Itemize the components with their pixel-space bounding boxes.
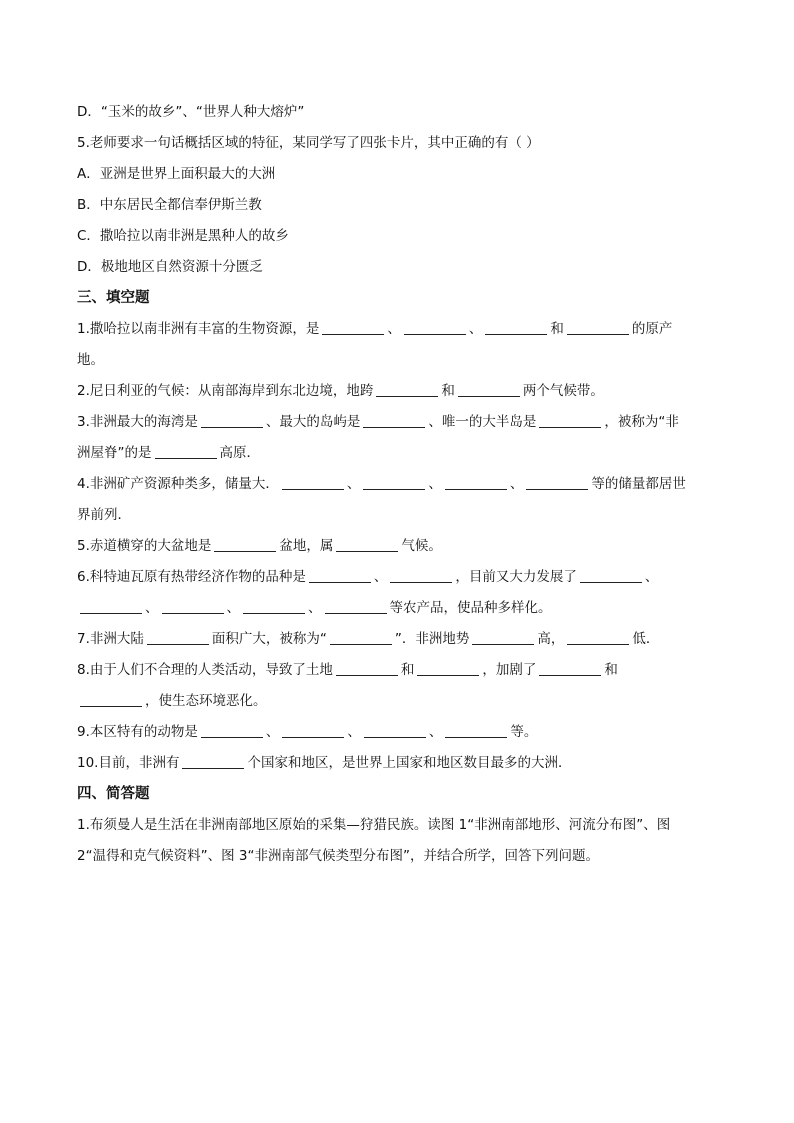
answer-blank[interactable] [567,631,629,645]
q5-stem: 5.老师要求一句话概括区域的特征，某同学写了四张卡片，其中正确的有（ ） [77,135,540,151]
fill-q6-text-e: 、 [145,600,159,616]
q4-option-d: D．“玉米的故乡”、“世界人种大熔炉” [77,104,305,120]
answer-blank[interactable] [201,724,263,738]
fill-q4-text-e: 等的储量都居世 [591,476,686,492]
fill-q9-text-d: 、 [428,724,443,740]
answer-blank[interactable] [336,662,398,676]
fill-q10-text-b: 个国家和地区，是世界上国家和地区数目最多的大洲． [247,755,572,771]
fill-q5-text-a: 5.赤道横穿的大盆地是 [77,538,212,554]
fill-q7-text-c: ”．非洲地势 [394,631,470,647]
fill-q2-text-a: 2.尼日利亚的气候：从南部海岸到东北边境，地跨 [77,383,374,399]
answer-blank[interactable] [182,755,244,769]
fill-q9-text-c: 、 [347,724,361,740]
fill-q6-line1 [77,562,717,593]
answer-blank[interactable] [325,600,387,614]
answer-blank[interactable] [80,693,142,707]
answer-blank[interactable] [539,414,601,428]
fill-q4-text-a: 4.非洲矿产资源种类多，储量大． [77,476,279,492]
answer-blank[interactable] [336,538,398,552]
answer-blank[interactable] [282,724,344,738]
fill-q3-text-a: 3.非洲最大的海湾是 [77,414,198,430]
answer-blank[interactable] [243,600,305,614]
fill-q7-text-e: 低． [632,631,660,647]
section3-heading: 三、填空题 [77,290,150,306]
fill-q10-text-a: 10.目前，非洲有 [77,755,180,771]
answer-blank[interactable] [80,600,142,614]
fill-q8-text-c: ，加剧了 [482,662,537,678]
fill-q9-text-b: 、 [265,724,280,740]
answer-blank[interactable] [376,383,438,397]
answer-blank[interactable] [539,662,601,676]
fill-q7-line1 [77,624,717,655]
fill-q8-text-d: 和 [604,662,618,678]
fill-q1-text-e: 的原产 [631,321,673,337]
fill-q4-line2 [77,500,717,531]
q5-option-b: B．中东居民全都信奉伊斯兰教 [77,197,262,213]
answer-blank[interactable] [322,321,384,335]
answer-blank[interactable] [445,476,507,490]
answer-blank[interactable] [404,321,466,335]
answer-blank[interactable] [330,631,392,645]
fill-q3-text-e: 洲屋脊”的是 [77,445,152,461]
fill-q4-text-b: 、 [346,476,361,492]
answer-blank[interactable] [458,383,520,397]
answer-blank[interactable] [309,569,371,583]
fill-q1-text-d: 和 [550,321,564,337]
answer-blank[interactable] [155,445,217,459]
fill-q5-line1 [77,531,717,562]
page-content [77,97,717,872]
fill-q4-line1 [77,469,717,500]
fill-q1-text-c: 、 [468,321,483,337]
fill-q9-text-e: 等。 [510,724,538,740]
fill-q10-line1 [77,748,717,779]
fill-q3-text-b: 、最大的岛屿是 [265,414,361,430]
fill-q2-line1 [77,376,717,407]
fill-q1-text-f: 地。 [77,352,104,368]
fill-q6-text-a: 6.科特迪瓦原有热带经济作物的品种是 [77,569,306,585]
short-answer-q1-line2: 2“温得和克气候资料”、图 3“非洲南部气候类型分布图”，并结合所学，回答下列问题。 [77,848,599,864]
fill-q3-text-c: 、唯一的大半岛是 [428,414,537,430]
answer-blank[interactable] [390,569,452,583]
answer-blank[interactable] [363,476,425,490]
q5-option-c: C．撒哈拉以南非洲是黑种人的故乡 [77,228,289,244]
fill-q4-text-d: 、 [509,476,524,492]
q5-option-a: A．亚洲是世界上面积最大的大洲 [77,166,276,182]
fill-q6-text-b: 、 [373,569,388,585]
answer-blank[interactable] [567,321,629,335]
fill-q3-line1 [77,407,717,438]
answer-blank[interactable] [417,662,479,676]
answer-blank[interactable] [282,476,344,490]
fill-q1-line1 [77,314,717,345]
fill-q8-line2 [77,686,717,717]
fill-q2-text-b: 和 [441,383,455,399]
fill-q5-text-c: 气候。 [401,538,442,554]
fill-q7-text-b: 面积广大，被称为“ [211,631,327,647]
answer-blank[interactable] [445,724,507,738]
answer-blank[interactable] [363,414,425,428]
fill-q8-text-b: 和 [400,662,415,678]
fill-q6-line2 [77,593,717,624]
answer-blank[interactable] [147,631,209,645]
fill-q8-text-a: 8.由于人们不合理的人类活动，导致了土地 [77,662,333,678]
q5-option-d: D．极地地区自然资源十分匮乏 [77,259,263,275]
answer-blank[interactable] [162,600,224,614]
answer-blank[interactable] [526,476,588,490]
fill-q1-text-b: 、 [387,321,401,337]
fill-q7-text-d: 高， [537,631,565,647]
fill-q1-text-a: 1.撒哈拉以南非洲有丰富的生物资源，是 [77,321,320,337]
answer-blank[interactable] [485,321,547,335]
fill-q6-text-g: 、 [308,600,322,616]
fill-q4-text-c: 、 [428,476,442,492]
answer-blank[interactable] [472,631,534,645]
answer-blank[interactable] [580,569,642,583]
fill-q9-line1 [77,717,717,748]
answer-blank[interactable] [214,538,276,552]
fill-q3-line2 [77,438,717,469]
fill-q1-line2 [77,345,717,376]
fill-q2-text-c: 两个气候带。 [522,383,604,399]
fill-q7-text-a: 7.非洲大陆 [77,631,144,647]
fill-q6-text-f: 、 [226,600,240,616]
fill-q8-text-e: ，使生态环境恶化。 [145,693,267,709]
fill-q9-text-a: 9.本区特有的动物是 [77,724,198,740]
fill-q6-text-h: 等农产品，使品种多样化。 [389,600,552,616]
answer-blank[interactable] [364,724,426,738]
short-answer-q1-line1: 1.布须曼人是生活在非洲南部地区原始的采集—狩猎民族。读图 1“非洲南部地形、河流分布图”、图 [77,817,671,833]
fill-q6-text-c: ，目前又大力发展了 [455,569,577,585]
fill-q3-text-f: 高原． [219,445,260,461]
fill-q8-line1 [77,655,717,686]
fill-q3-text-d: ，被称为“非 [604,414,679,430]
answer-blank[interactable] [201,414,263,428]
section4-heading: 四、简答题 [77,786,150,802]
fill-q6-text-d: 、 [644,569,659,585]
fill-q4-text-f: 界前列． [77,507,131,523]
fill-q5-text-b: 盆地，属 [279,538,334,554]
